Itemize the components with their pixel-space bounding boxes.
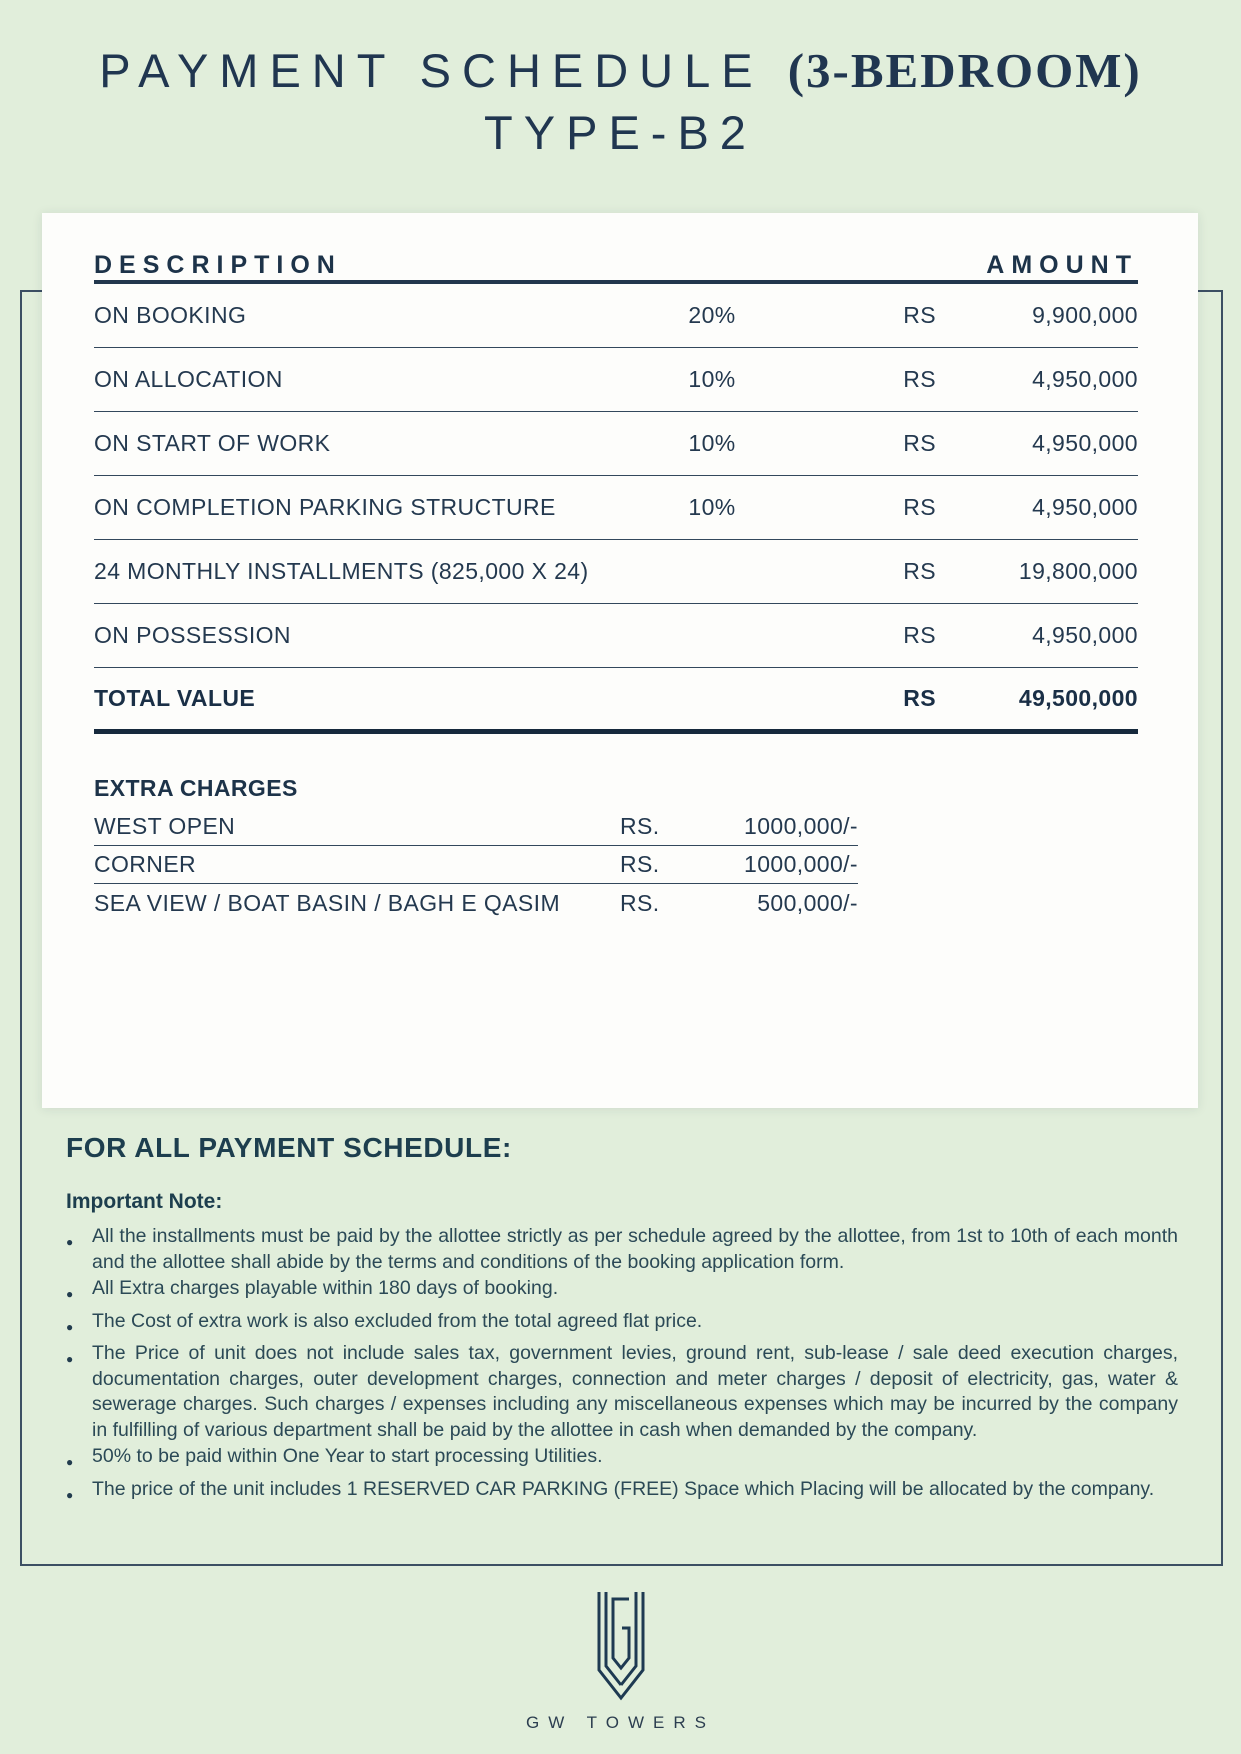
row-percent: 10% xyxy=(688,494,736,520)
table-total-row xyxy=(94,668,1138,734)
extra-charge-label: CORNER xyxy=(94,851,197,877)
bullet-icon: ● xyxy=(66,1319,74,1334)
page-title xyxy=(0,40,1241,163)
note-text: The Price of unit does not include sales tax, government levies, ground rent, sub-lease / sale deed execution charges, documentation charges, outer development charges, connection and meter charges / deposit of electricity, gas, water & sewerage charges. Such charges / expenses including any miscellaneous expenses which may be incurred by the company in fulfilling of various department shall be paid by the allottee in cash when demanded by the company. xyxy=(92,1342,1178,1441)
bullet-icon: ● xyxy=(66,1235,74,1249)
row-description: 24 MONTHLY INSTALLMENTS (825,000 X 24) xyxy=(94,558,589,584)
notes-heading: FOR ALL PAYMENT SCHEDULE: xyxy=(66,1132,512,1163)
note-bullet xyxy=(66,1309,1178,1341)
extra-charge-row xyxy=(94,846,858,884)
row-currency: RS xyxy=(903,558,936,584)
row-description: ON ALLOCATION xyxy=(94,366,283,392)
title-line-2: TYPE-B2 xyxy=(484,105,757,159)
payment-card xyxy=(42,213,1198,1108)
extra-charges-heading: EXTRA CHARGES xyxy=(94,774,298,801)
row-amount: 4,950,000 xyxy=(1032,366,1138,392)
extra-charge-amount: 1000,000/- xyxy=(744,851,858,877)
note-bullet xyxy=(66,1276,1178,1308)
row-currency: RS xyxy=(903,302,936,328)
row-currency: RS xyxy=(903,430,936,456)
row-description: ON POSSESSION xyxy=(94,622,291,648)
table-row xyxy=(94,604,1138,668)
note-text: 50% to be paid within One Year to start processing Utilities. xyxy=(92,1445,603,1467)
row-amount: 4,950,000 xyxy=(1032,430,1138,456)
extra-charge-currency: RS. xyxy=(620,813,660,839)
row-amount: 4,950,000 xyxy=(1032,494,1138,520)
notes-subheading: Important Note: xyxy=(66,1190,223,1213)
bullet-icon: ● xyxy=(66,1352,74,1366)
table-header-row xyxy=(94,245,1138,284)
gw-towers-logo-icon xyxy=(596,1592,646,1704)
extra-charge-currency: RS. xyxy=(620,889,660,916)
row-description: ON START OF WORK xyxy=(94,430,331,456)
total-amount: 49,500,000 xyxy=(1018,685,1138,711)
header-description: DESCRIPTION xyxy=(94,251,342,279)
row-percent: 10% xyxy=(688,366,736,392)
note-text: All Extra charges playable within 180 days of booking. xyxy=(92,1277,559,1299)
title-line-1 xyxy=(0,40,1241,103)
row-description: ON BOOKING xyxy=(94,302,247,328)
extra-charges-section xyxy=(94,768,858,922)
note-bullet xyxy=(66,1444,1178,1476)
row-currency: RS xyxy=(903,366,936,392)
extra-charge-amount: 1000,000/- xyxy=(744,813,858,839)
row-currency: RS xyxy=(903,494,936,520)
payment-table xyxy=(94,245,1138,734)
total-label: TOTAL VALUE xyxy=(94,685,256,711)
title-serif-part: (3-BEDROOM) xyxy=(787,43,1142,98)
note-bullet xyxy=(66,1224,1178,1275)
table-row xyxy=(94,476,1138,540)
note-text: The Cost of extra work is also excluded from the total agreed flat price. xyxy=(92,1309,703,1332)
total-currency: RS xyxy=(903,685,936,711)
extra-charge-row xyxy=(94,884,858,922)
row-amount: 4,950,000 xyxy=(1032,622,1138,648)
bullet-icon: ● xyxy=(66,1487,74,1502)
row-description: ON COMPLETION PARKING STRUCTURE xyxy=(94,494,556,520)
header-amount: AMOUNT xyxy=(986,251,1138,279)
table-row xyxy=(94,348,1138,412)
notes-section xyxy=(66,1132,1178,1509)
row-percent: 20% xyxy=(688,302,736,328)
table-row xyxy=(94,412,1138,476)
brand-name: GW TOWERS xyxy=(526,1713,715,1732)
table-row xyxy=(94,540,1138,604)
row-percent: 10% xyxy=(688,430,736,456)
extra-charge-amount: 500,000/- xyxy=(757,889,858,916)
extra-charge-row xyxy=(94,808,858,846)
note-bullet xyxy=(66,1341,1178,1443)
footer xyxy=(0,1592,1241,1733)
row-amount: 9,900,000 xyxy=(1032,302,1138,328)
extra-charge-label: SEA VIEW / BOAT BASIN / BAGH E QASIM xyxy=(94,889,560,916)
row-amount: 19,800,000 xyxy=(1018,558,1138,584)
note-bullet xyxy=(66,1477,1178,1509)
note-text: All the installments must be paid by the allottee strictly as per schedule agreed by the allottee, from 1st to 10th of each month and the allottee shall abide by the terms and conditions of the booking application form. xyxy=(92,1225,1178,1273)
bullet-icon: ● xyxy=(66,1455,74,1469)
note-text: The price of the unit includes 1 RESERVED CAR PARKING (FREE) Space which Placing will be allocated by the company. xyxy=(92,1477,1155,1500)
title-sans-part: PAYMENT SCHEDULE xyxy=(99,44,788,97)
extra-charge-currency: RS. xyxy=(620,851,660,877)
row-currency: RS xyxy=(903,622,936,648)
table-row xyxy=(94,284,1138,348)
bullet-icon: ● xyxy=(66,1287,74,1301)
extra-charge-label: WEST OPEN xyxy=(94,813,236,839)
